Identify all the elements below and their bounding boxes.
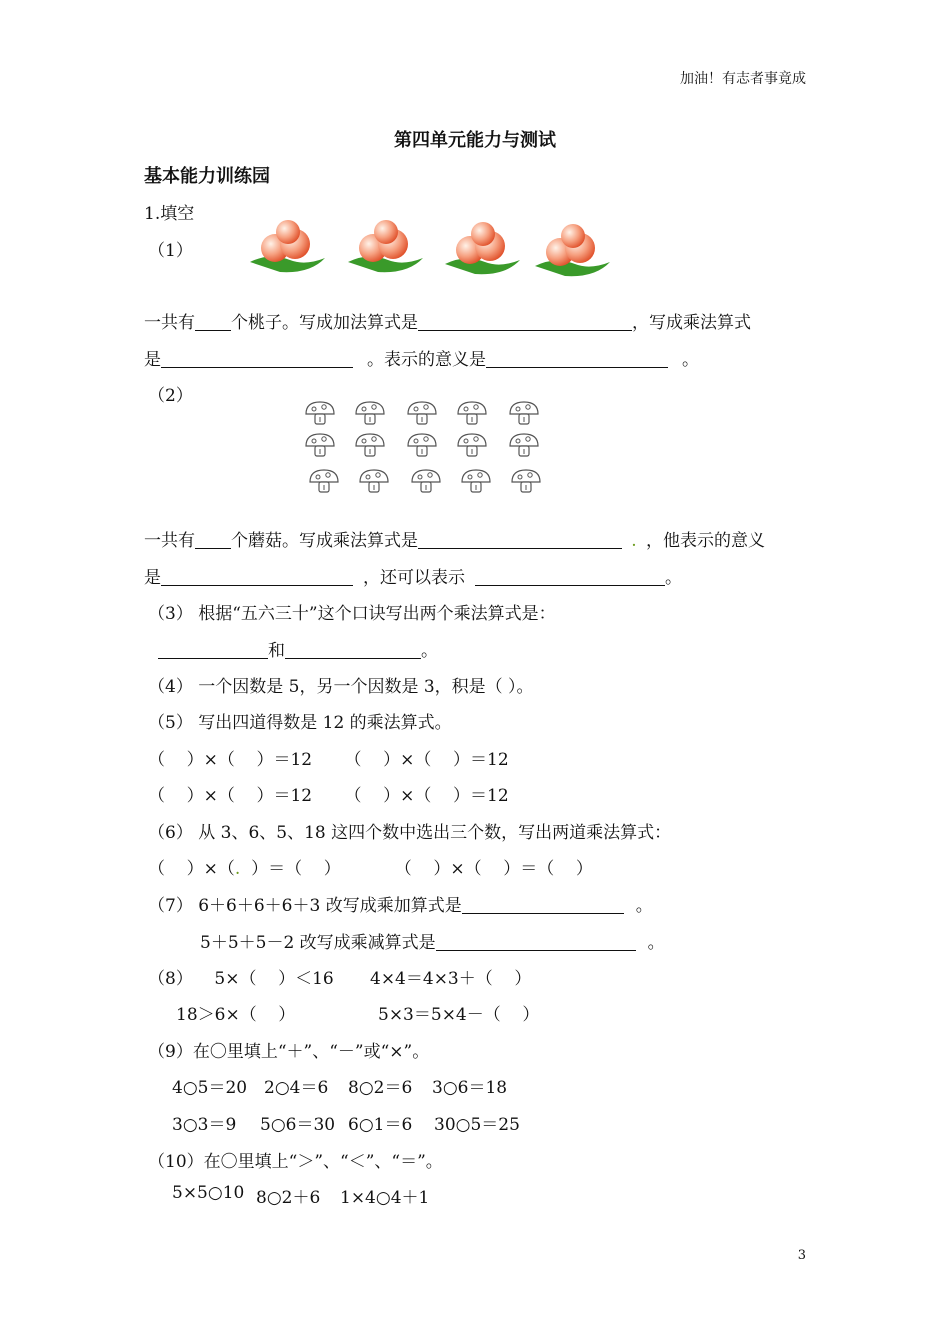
answer-blank[interactable] bbox=[158, 641, 268, 659]
page-title: 第四单元能力与测试 bbox=[394, 130, 556, 151]
p6-row: （ ）×（. ）＝（ ） （ ）×（ ）＝（ ） bbox=[148, 859, 593, 879]
p1-label: （1） bbox=[148, 241, 193, 261]
p3-line1: （3） 根据“五六三十”这个口诀写出两个乘法算式是： bbox=[148, 604, 556, 624]
page-number: 3 bbox=[797, 1248, 806, 1263]
p8-d: 5×3＝5×4－（ ） bbox=[378, 1005, 540, 1025]
section-heading: 基本能力训练园 bbox=[144, 166, 270, 187]
p5-line1: （5） 写出四道得数是 12 的乘法算式。 bbox=[148, 713, 452, 733]
answer-blank[interactable] bbox=[475, 568, 665, 586]
mushroom-icon bbox=[458, 402, 486, 424]
p7-line1: （7） 6＋6＋6＋6＋3 改写成乘加算式是 。 bbox=[148, 896, 653, 916]
mushroom-illustration bbox=[296, 394, 546, 502]
p9-item: 2○4＝6 bbox=[264, 1078, 329, 1098]
answer-blank[interactable] bbox=[161, 568, 353, 586]
p9-item: 3○6＝18 bbox=[432, 1078, 508, 1098]
answer-blank[interactable] bbox=[436, 933, 636, 951]
p8-a: （8） 5×（ ）＜16 bbox=[148, 969, 334, 989]
mushroom-icon bbox=[510, 402, 538, 424]
p5-row1: （ ）×（ ）＝12 （ ）×（ ）＝12 bbox=[148, 750, 509, 770]
p8-b: 4×4＝4×3＋（ ） bbox=[370, 969, 532, 989]
mushroom-icon bbox=[458, 434, 486, 456]
mushroom-icon bbox=[462, 470, 490, 492]
p9-item: 4○5＝20 bbox=[172, 1078, 248, 1098]
mushroom-icon bbox=[412, 470, 440, 492]
question-heading: 1.填空 bbox=[144, 204, 195, 224]
answer-blank[interactable] bbox=[418, 313, 632, 331]
p10-item: 5×5○10 bbox=[172, 1183, 245, 1203]
mushroom-icon bbox=[306, 434, 334, 456]
p7-line2: 5＋5＋5－2 改写成乘减算式是 。 bbox=[200, 933, 665, 953]
p2-label: （2） bbox=[148, 386, 193, 406]
p10-line1: （10）在〇里填上“＞”、“＜”、“＝”。 bbox=[148, 1152, 443, 1172]
peach-group-2 bbox=[348, 220, 423, 272]
p1-line2: 是 。表示的意义是 。 bbox=[144, 350, 699, 370]
p5-row2: （ ）×（ ）＝12 （ ）×（ ）＝12 bbox=[148, 786, 509, 806]
mushroom-icon bbox=[510, 434, 538, 456]
answer-blank[interactable] bbox=[161, 350, 353, 368]
mushroom-icon bbox=[356, 402, 384, 424]
p6-line1: （6） 从 3、6、5、18 这四个数中选出三个数，写出两道乘法算式： bbox=[148, 823, 672, 843]
answer-blank[interactable] bbox=[195, 313, 231, 331]
p10-item: 1×4○4＋1 bbox=[340, 1188, 430, 1208]
answer-blank[interactable] bbox=[195, 531, 231, 549]
mushroom-icon bbox=[310, 470, 338, 492]
p2-line2: 是 ，还可以表示 。 bbox=[144, 568, 682, 588]
answer-blank[interactable] bbox=[285, 641, 421, 659]
peach-illustration bbox=[240, 210, 620, 280]
mushroom-icon bbox=[408, 434, 436, 456]
p4-line: （4） 一个因数是 5，另一个因数是 3，积是（ ）。 bbox=[148, 677, 534, 697]
mushroom-icon bbox=[360, 470, 388, 492]
mushroom-icon bbox=[306, 402, 334, 424]
p3-line2: 和 。 bbox=[158, 636, 438, 661]
answer-blank[interactable] bbox=[486, 350, 668, 368]
peach-group-1 bbox=[250, 220, 325, 272]
p9-item: 30○5＝25 bbox=[434, 1115, 520, 1135]
answer-blank[interactable] bbox=[418, 531, 622, 549]
mushroom-icon bbox=[512, 470, 540, 492]
peach-group-3 bbox=[445, 222, 520, 274]
p8-c: 18＞6×（ ） bbox=[176, 1005, 296, 1025]
answer-blank[interactable] bbox=[462, 896, 624, 914]
peach-group-4 bbox=[535, 224, 610, 276]
p9-line1: （9）在〇里填上“＋”、“－”或“×”。 bbox=[148, 1042, 430, 1062]
p9-item: 5○6＝30 bbox=[260, 1115, 336, 1135]
p1-line1: 一共有 个桃子。写成加法算式是 ，写成乘法算式 bbox=[144, 313, 751, 333]
p9-item: 8○2＝6 bbox=[348, 1078, 413, 1098]
mushroom-icon bbox=[356, 434, 384, 456]
p10-item: 8○2＋6 bbox=[256, 1188, 321, 1208]
header-motto: 加油！有志者事竟成 bbox=[680, 71, 806, 87]
p9-item: 6○1＝6 bbox=[348, 1115, 413, 1135]
p9-item: 3○3＝9 bbox=[172, 1115, 237, 1135]
mushroom-icon bbox=[408, 402, 436, 424]
p2-line1: 一共有 个蘑菇。写成乘法算式是 . ，他表示的意义 bbox=[144, 531, 765, 551]
